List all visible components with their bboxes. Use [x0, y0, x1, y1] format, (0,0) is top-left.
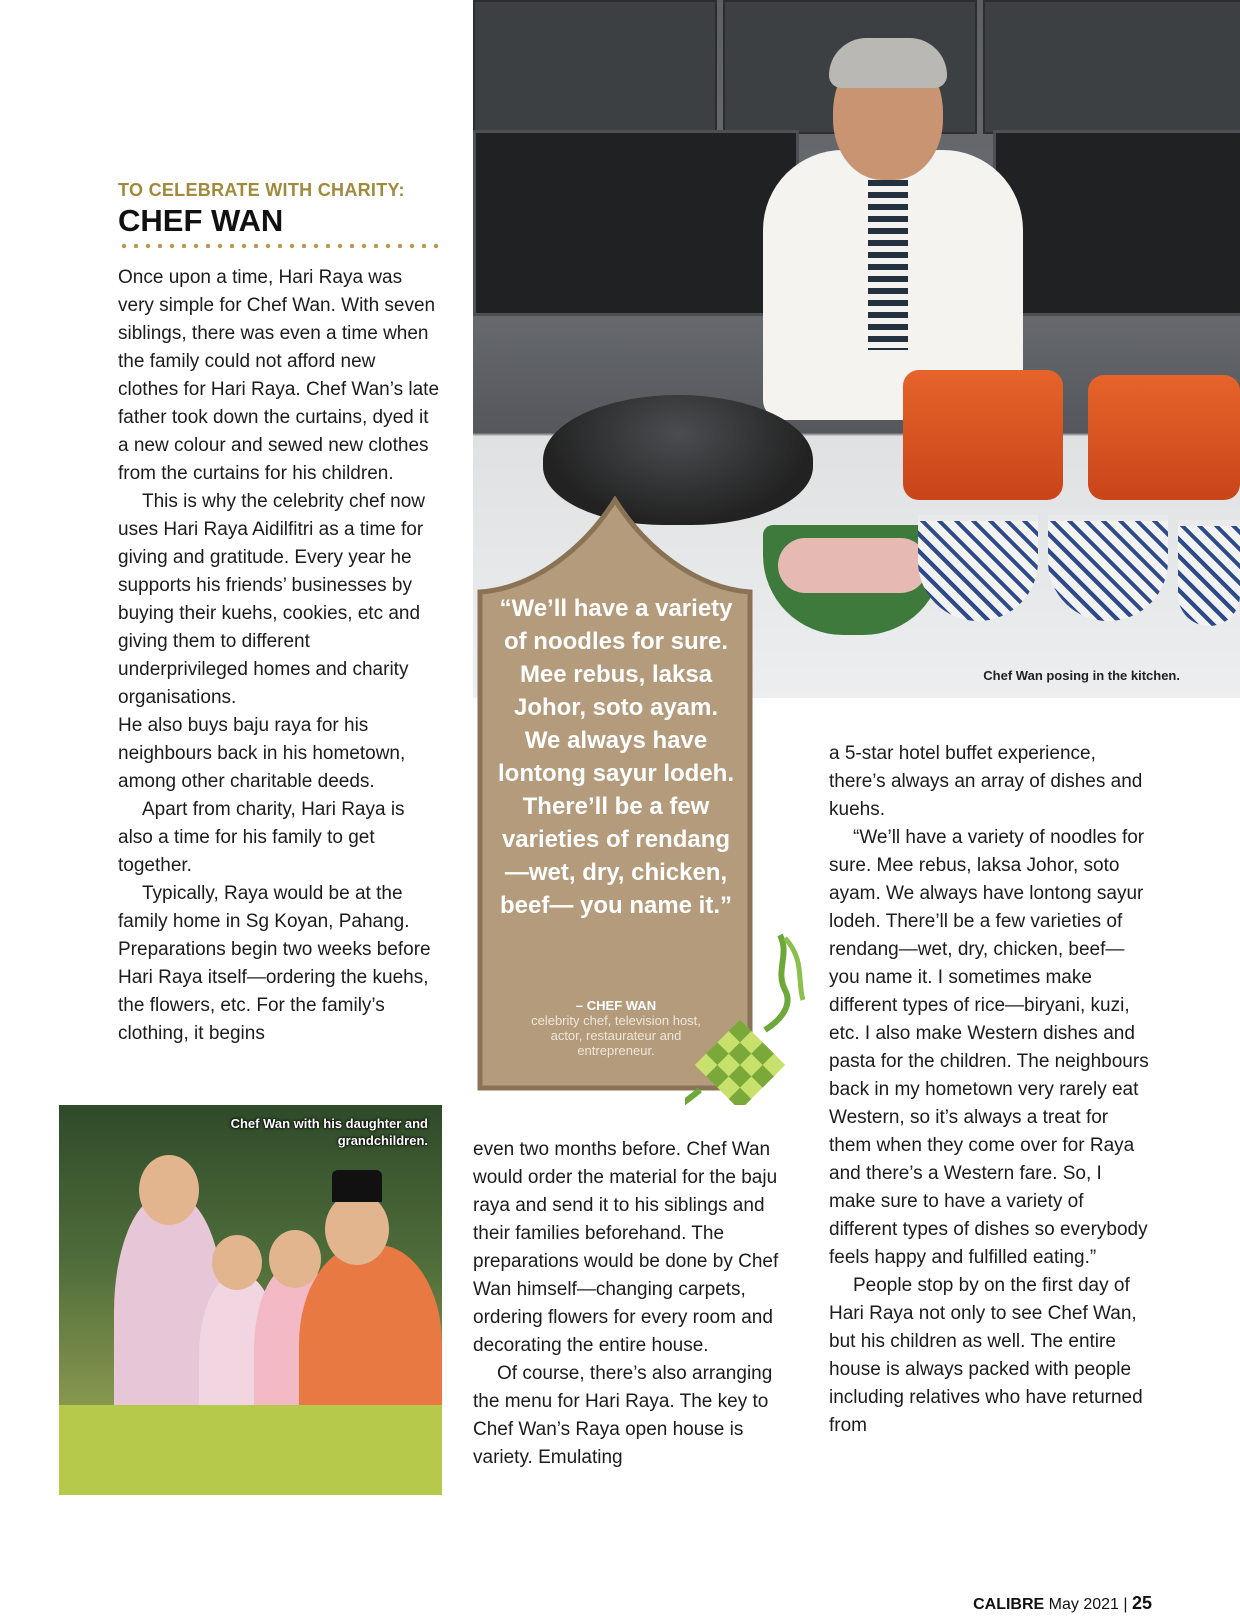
- blue-bowl: [918, 515, 1038, 621]
- oven: [993, 130, 1240, 316]
- hero-caption: Chef Wan posing in the kitchen.: [983, 668, 1180, 683]
- paragraph: “We’ll have a variety of noodles for sure. Mee rebus, laksa Johor, soto ayam. We always have lontong sayur lodeh. There’ll be a few varieties of rendang—wet, dry, chicken, beef—you name it. I sometimes make different types of rice—biryani, kuzi, etc. I also make Western dishes and pasta for the children. The neighbours back in my hometown very rarely eat Western, so it’s always a treat for them when they come over for Raya and there’s a Western fare. So, I make sure to have a variety of different types of dishes so everybody feels happy and fulfilled eating.”: [829, 827, 1149, 1268]
- songkok-hat: [332, 1170, 382, 1202]
- section-title: CHEF WAN: [118, 203, 284, 238]
- page-footer: [900, 1593, 1152, 1614]
- orange-pot: [903, 370, 1063, 500]
- column-1: [118, 264, 440, 1048]
- paragraph: a 5-star hotel buffet experience, there’s always an array of dishes and kuehs.: [829, 743, 1143, 820]
- paragraph: This is why the celebrity chef now uses Hari Raya Aidilfitri as a time for giving and gratitude. Every year he supports his friends’ businesses by buying their kuehs, cookies, etc and giving them to different underprivileged homes and charity organisations.: [118, 491, 426, 708]
- oven: [473, 130, 799, 316]
- face: [139, 1155, 199, 1225]
- chef-hair: [829, 38, 947, 88]
- paragraph: Apart from charity, Hari Raya is also a time for his family to get together.: [118, 799, 405, 876]
- raw-chicken: [778, 538, 928, 593]
- pull-quote-role: celebrity chef, television host, actor, restaurateur and entrepreneur.: [531, 1013, 701, 1058]
- blue-bowl: [1048, 515, 1168, 621]
- dotted-divider: [118, 243, 440, 249]
- page-number: 25: [1131, 1593, 1152, 1613]
- family-photo: [59, 1105, 442, 1495]
- blue-bowl: [1178, 520, 1240, 626]
- shirt-embroidery: [868, 180, 908, 350]
- family-caption: Chef Wan with his daughter and grandchildren.: [230, 1116, 428, 1148]
- pull-quote-text: “We’ll have a variety of noodles for sure. Mee rebus, laksa Johor, soto ayam. We always have lontong sayur lodeh. There’ll be a few varieties of rendang—wet, dry, chicken, beef— you name it.”: [497, 595, 734, 919]
- column-2: [473, 1136, 795, 1472]
- pull-quote-attribution: – CHEF WAN: [575, 998, 657, 1013]
- paragraph: even two months before. Chef Wan would order the material for the baju raya and send it to his siblings and their families beforehand. The preparations would be done by Chef Wan himself—changing carpets, ordering flowers for every room and decorating the entire house.: [473, 1139, 779, 1356]
- footer-separator: |: [1123, 1596, 1128, 1613]
- paragraph: Typically, Raya would be at the family home in Sg Koyan, Pahang. Preparations begin two weeks before Hari Raya itself—ordering the kuehs, the flowers, etc. For the family’s clothing, it begins: [118, 883, 431, 1044]
- face: [212, 1235, 262, 1290]
- paragraph: Once upon a time, Hari Raya was very simple for Chef Wan. With seven siblings, there was even a time when the family could not afford new clothes for Hari Raya. Chef Wan’s late father took down the curtains, dyed it a new colour and sewed new clothes from the curtains for his children.: [118, 267, 440, 484]
- paragraph: People stop by on the first day of Hari Raya not only to see Chef Wan, but his children as well. The entire house is always packed with people including relatives who have returned from: [829, 1275, 1143, 1436]
- issue-date: May 2021: [1048, 1596, 1119, 1613]
- orange-pot: [1088, 375, 1240, 500]
- face: [325, 1193, 389, 1265]
- paragraph: He also buys baju raya for his neighbours back in his hometown, among other charitable deeds.: [118, 715, 406, 792]
- kitchen-cabinet: [983, 0, 1240, 134]
- magazine-name: CALIBRE: [973, 1596, 1045, 1613]
- column-3: [829, 740, 1151, 1440]
- paragraph: Of course, there’s also arranging the menu for Hari Raya. The key to Chef Wan’s Raya open house is variety. Emulating: [473, 1363, 773, 1468]
- ketupat-icon: [685, 930, 815, 1105]
- kitchen-cabinet: [473, 0, 717, 134]
- sofa: [59, 1405, 442, 1495]
- section-kicker: TO CELEBRATE WITH CHARITY:: [118, 180, 405, 200]
